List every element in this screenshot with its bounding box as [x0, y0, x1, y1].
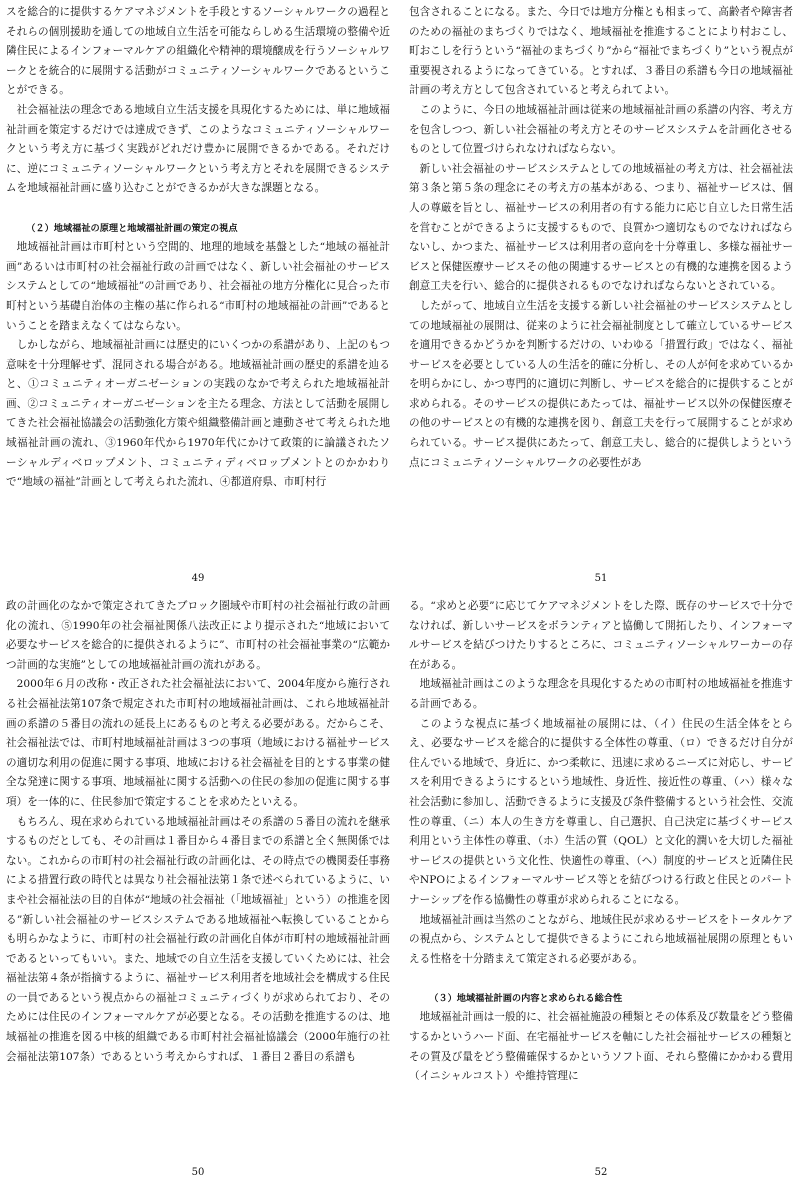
paragraph: しかしながら、地域福祉計画には歴史的にいくつかの系譜があり、上記のもつ意味を十分理解せず、混同される場合がある。地域福祉計画の歴史的系譜を辿ると、①コミュニティオーガニゼーションの実践のなかで考えられた地域福祉計画、②コミュニティオーガニゼーションを主たる理念、方法として活動を展開してきた社会福祉協議会の活動強化方策や組織整備計画と連動させて考えられた地域福祉計画の流れ、③1960年代から1970年代にかけて政策的に論議されたソーシャルディベロップメント、コミュニティディベロップメントとのかかわりで“地域の福祉”計画として考えられた流れ、④都道府県、市町村行 — [6, 339, 390, 489]
paragraph: 地域福祉計画は一般的に、社会福祉施設の種類とその体系及び数量をどう整備するかというハード面、在宅福祉サービスを軸にした社会福祉サービスの種類とその質及び量をどう整備確保するかというソフト面、それら整備にかかわる費用（イニシャルコスト）や維持管理に — [409, 1011, 793, 1083]
paragraph: もちろん、現在求められている地域福祉計画はその系譜の５番目の流れを継承するものだとしても、その計画は１番目から４番目までの系譜と全く無関係ではない。これからの市町村の社会福祉行政の計画化は、その時点での機関委任事務による措置行政の時代とは異なり社会福祉法第１条で述べられているように、いまや社会福祉法の目的自体が“地域の社会福祉（「地域福祉」という）の推進を図る”新しい社会福祉のサービスシステムである地域福祉へ転換していることからも明らかなように、市町村の社会福祉行政の計画化自体が市町村の地域福祉計画であるといってもいい。また、地域での自立生活を支援していくためには、社会福祉法第４条が指摘するように、福祉サービス利用者を地域社会を構成する住民の一員であるという視点からの福祉コミュニティづくりが求められており、そのためには住民のインフォーマルケアが必要となる。その活動を推進するのは、地域福祉の推進を図る中核的組織である市町村社会福祉協議会（2000年施行の社会福祉法第107条）であるという考えからすれば、１番目２番目の系譜も — [6, 815, 390, 1063]
page-51 — [409, 3, 793, 589]
paragraph: スを総合的に提供するケアマネジメントを手段とするソーシャルワークの過程とそれらの個別援助を通しての地域自立生活を可能ならしめる生活環境の整備や近隣住民によるインフォーマルケアの組織化や精神的環境醸成を行うソーシャルワークとを統合的に展開する活動がコミュニティソーシャルワークであるということができる。 — [6, 6, 390, 97]
paragraph: 包含されることになる。また、今日では地方分権とも相まって、高齢者や障害者のための福祉のまちづくりではなく、地域福祉を推進することにより村おこし、町おこしを行うという“福祉のまちづくり”から“福祉でまちづくり”という視点が重要視されるようになってきている。とすれば、３番目の系譜も今日の地域福祉計画の考え方として包含されていると考えられてよい。 — [409, 6, 793, 97]
paragraph: したがって、地域自立生活を支援する新しい社会福祉のサービスシステムとしての地域福祉の展開は、従来のように社会福祉制度として確立しているサービスを適用できるかどうかを判断するだけの、いわゆる「措置行政」ではなく、福祉サービスを必要としている人の生活を的確に分析し、その人が何を求めているかを明らかにし、かつ専門的に適切に判断し、サービスを総合的に提供することが求められる。そのサービスの提供にあたっては、福祉サービス以外の保健医療その他のサービスとの有機的な連携を図り、創意工夫を行って展開することが求められている。サービス提供にあたって、創意工夫し、総合的に提供しようという点にコミュニティソーシャルワークの必要性があ — [409, 299, 793, 469]
page-51-text — [409, 3, 793, 473]
page-number: 50 — [191, 1167, 205, 1178]
paragraph: このように、今日の地域福祉計画は従来の地域福祉計画の系譜の内容、考え方を包含しつつ、新しい社会福祉の考え方とそのサービスシステムを計画化させるものとして位置づけられなければならない。 — [409, 103, 793, 156]
page-50 — [6, 597, 390, 1183]
section-heading: （２）地域福祉の原理と地域福祉計画の策定の視点 — [26, 222, 238, 234]
paragraph: 政の計画化のなかで策定されてきたブロック圏域や市町村の社会福祉行政の計画化の流れ、⑤1990年の社会福祉関係八法改正により提示された“地域において必要なサービスを総合的に提供されるように”、市町村の社会福祉事業の“広範かつ計画的な実施”としての地域福祉計画の流れがある。 — [6, 600, 390, 671]
paragraph: 2000年６月の改称・改正された社会福祉法において、2004年度から施行される社会福祉法第107条で規定された市町村の地域福祉計画は、これら地域福祉計画の系譜の５番目の流れの延長上にあるものと考える必要がある。だからこそ、社会福祉法では、市町村地域福祉計画は３つの事項（地域における福祉サービスの適切な利用の促進に関する事項、地域における社会福祉を目的とする事業の健全な発達に関する事項、地域福祉に関する活動への住民の参加の促進に関する事項）を一体的に、住民参加で策定することを求めたといえる。 — [6, 678, 390, 808]
page-number: 52 — [594, 1167, 608, 1178]
paragraph: る。“求めと必要”に応じてケアマネジメントをした際、既存のサービスで十分でなければ、新しいサービスをボランティアと協働して開拓したり、インフォーマルサービスを結びつけたりするところに、コミュニティソーシャルワーカーの存在がある。 — [409, 600, 793, 671]
paragraph: 新しい社会福祉のサービスシステムとしての地域福祉の考え方は、社会福祉法第３条と第５条の理念にその考え方の基本がある、つまり、福祉サービスは、個人の尊厳を旨とし、福祉サービスの利用者の有する能力に応じ自立した日常生活を営むことができるように支援するもので、良質かつ適切なものでなければならないし、かつまた、福祉サービスは利用者の意向を十分尊重し、多様な福祉サービスと保健医療サービスその他の関連するサービスとの有機的な連携を図るよう創意工夫を行い、総合的に提供されるものでなければならないとされている。 — [409, 162, 793, 293]
page-number: 49 — [191, 573, 205, 584]
page-52-text — [409, 597, 793, 1087]
paragraph: 地域福祉計画はこのような理念を具現化するための市町村の地域福祉を推進する計画である。 — [409, 678, 793, 710]
page-49-text — [6, 3, 390, 493]
paragraph: このような視点に基づく地域福祉の展開には、（イ）住民の生活全体をとらえ、必要なサービスを総合的に提供する全体性の尊重、（ロ）できるだけ自分が住んでいる地域で、身近に、かつ柔軟に、迅速に求めるニーズに対応し、サービスを利用できるようにするという地域性、身近性、接近性の尊重、（ハ）様々な社会活動に参加し、活動できるように支援及び条件整備するという社会性、交流性の尊重、（ニ）本人の生き方を尊重し、自己選択、自己決定に基づくサービス利用という主体性の尊重、（ホ）生活の質（QOL）と文化的潤いを大切した福祉サービスの提供という文化性、快適性の尊重、（ヘ）制度的サービスと近隣住民やNPOによるインフォーマルサービス等とを結びつける行政と住民とのパートナーシップを作る協働性の尊重が求められることになる。 — [409, 717, 793, 906]
paragraph: 地域福祉計画は市町村という空間的、地理的地域を基盤とした“地域の福祉計画”あるいは市町村の社会福祉行政の計画ではなく、新しい社会福祉のサービスシステムとしての“地域福祉”の計画であり、社会福祉の地方分権化に見合った市町村という基礎自治体の主権の基に作られる“市町村の地域福祉の計画”であるということを踏まえなくてはならない。 — [6, 241, 390, 332]
page-number: 51 — [594, 573, 608, 584]
paragraph: 地域福祉計画は当然のことながら、地域住民が求めるサービスをトータルケアの視点から、システムとして提供できるようにこれら地域福祉展開の原理ともいえる性格を十分踏まえて策定される必要がある。 — [409, 913, 793, 965]
page-50-text — [6, 597, 390, 1067]
paragraph: 社会福祉法の理念である地域自立生活支援を具現化するためには、単に地域福祉計画を策定するだけでは達成できず、このようなコミュニティソーシャルワークという考え方に基づく実践がどれだけ豊かに展開できるかである。それだけに、逆にコミュニティソーシャルワークという考え方とそれを展開できるシステムを地域福祉計画に盛り込むことができるかが大きな課題となる。 — [6, 103, 390, 195]
section-heading: （３）地域福祉計画の内容と求められる総合性 — [429, 992, 623, 1004]
page-52 — [409, 597, 793, 1183]
page-49 — [6, 3, 390, 589]
